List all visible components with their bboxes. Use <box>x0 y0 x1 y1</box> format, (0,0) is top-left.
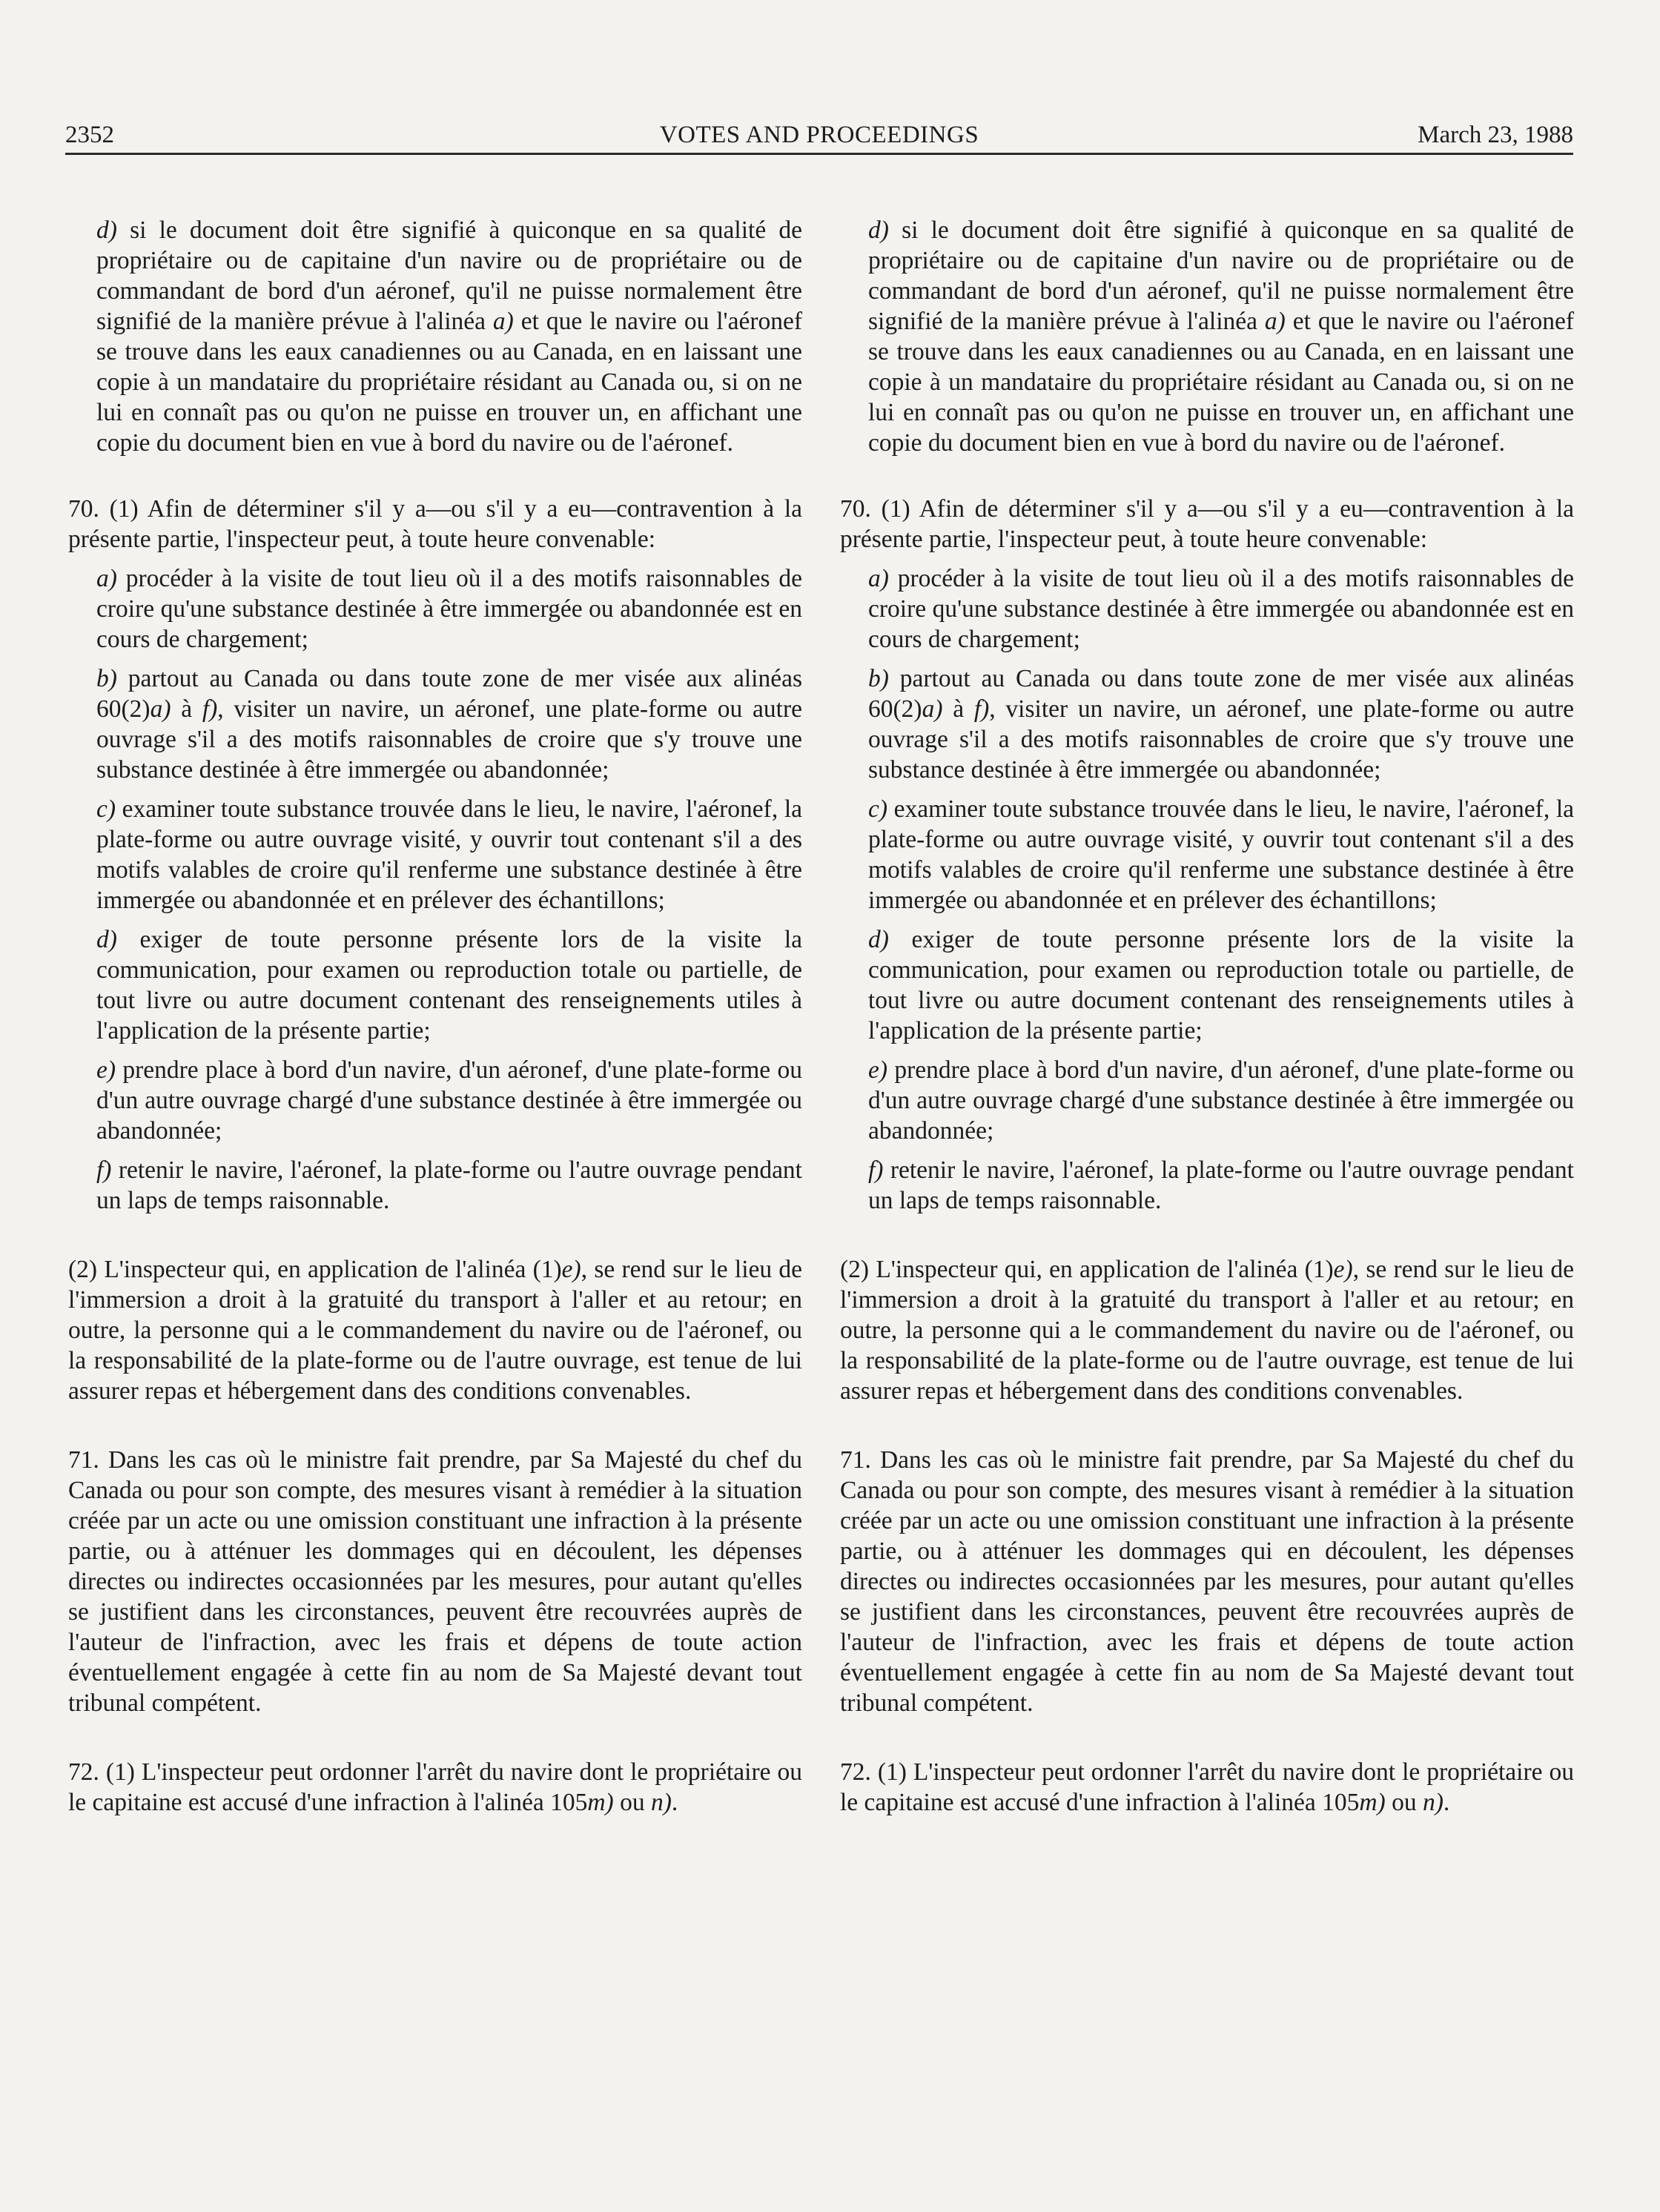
paragraph-70c: c) examiner toute substance trouvée dans le lieu, le navire, l'aéronef, la plate-forme ou autre ouvrage visité, y ouvrir tout contenant s'il a des motifs valables de croire qu'il renferme une substance destinée à être immergée ou abandonnée et en prélever des échantillons; <box>868 795 1574 914</box>
section-70-2: (2) L'inspecteur qui, en application de l'alinéa (1)e), se rend sur le lieu de l'immersion a droit à la gratuité du transport à l'aller et au retour; en outre, la personne qui a le commandement du navire ou de l'aéronef, ou la responsabilité de la plate-forme ou de l'autre ouvrage, est tenue de lui assurer repas et hébergement dans des conditions convenables. <box>840 1256 1575 1405</box>
paragraph-70c: c) examiner toute substance trouvée dans le lieu, le navire, l'aéronef, la plate-forme ou autre ouvrage visité, y ouvrir tout contenant s'il a des motifs valables de croire qu'il renferme une substance destinée à être immergée ou abandonnée et en prélever des échantillons; <box>96 795 802 914</box>
page-header <box>65 117 1573 155</box>
running-title: VOTES AND PROCEEDINGS <box>659 122 979 148</box>
paragraph-70b: b) partout au Canada ou dans toute zone de mer visée aux alinéas 60(2)a) à f), visiter un navire, un aéronef, une plate-forme ou autre ouvrage s'il a des motifs raisonnables de croire que s'y trouve une substance destinée à être immergée ou abandonnée; <box>96 665 803 784</box>
paragraph-70a: a) procéder à la visite de tout lieu où il a des motifs raisonnables de croire qu'une substance destinée à être immergée ou abandonnée est en cours de chargement; <box>868 565 1574 653</box>
section-70-intro: 70. (1) Afin de déterminer s'il y a—ou s'il y a eu—contravention à la présente partie, l'inspecteur peut, à toute heure convenable: <box>840 495 1574 553</box>
paragraph-70e: e) prendre place à bord d'un navire, d'un aéronef, d'une plate-forme ou d'un autre ouvrage chargé d'une substance destinée à être immergée ou abandonnée; <box>868 1056 1574 1145</box>
paragraph-70d: d) exiger de toute personne présente lors de la visite la communication, pour examen ou reproduction totale ou partielle, de tout livre ou autre document contenant des renseignements utiles à l'application de la présente partie; <box>96 926 802 1044</box>
section-71: 71. Dans les cas où le ministre fait prendre, par Sa Majesté du chef du Canada ou pour son compte, des mesures visant à remédier à la situation créée par un acte ou une omission constituant une infraction à la présente partie, ou à atténuer les dommages qui en découlent, les dépenses directes ou indirectes occasionnées par les mesures, pour autant qu'elles se justifient dans les circonstances, peuvent être recouvrées auprès de l'auteur de l'infraction, avec les frais et dépens de toute action éventuellement engagée à cette fin au nom de Sa Majesté devant tout tribunal compétent. <box>840 1446 1574 1717</box>
paragraph-70f: f) retenir le navire, l'aéronef, la plate-forme ou l'autre ouvrage pendant un laps de temps raisonnable. <box>868 1156 1574 1214</box>
paragraph-d: d) si le document doit être signifié à quiconque en sa qualité de propriétaire ou de capitaine d'un navire ou de propriétaire ou de commandant de bord d'un aéronef, qu'il ne puisse normalement être signifié de la manière prévue à l'alinéa a) et que le navire ou l'aéronef se trouve dans les eaux canadiennes ou au Canada, en en laissant une copie à un mandataire du propriétaire résidant au Canada ou, si on ne lui en connaît pas ou qu'on ne puisse en trouver un, en affichant une copie du document bien en vue à bord du navire ou de l'aéronef. <box>868 216 1574 457</box>
paragraph-70f: f) retenir le navire, l'aéronef, la plate-forme ou l'autre ouvrage pendant un laps de temps raisonnable. <box>96 1156 802 1214</box>
section-72: 72. (1) L'inspecteur peut ordonner l'arrêt du navire dont le propriétaire ou le capitaine est accusé d'une infraction à l'alinéa 105m) ou n). <box>840 1758 1574 1816</box>
left-column <box>68 215 802 1818</box>
section-70-2: (2) L'inspecteur qui, en application de l'alinéa (1)e), se rend sur le lieu de l'immersion a droit à la gratuité du transport à l'aller et au retour; en outre, la personne qui a le commandement du navire ou de l'aéronef, ou la responsabilité de la plate-forme ou de l'autre ouvrage, est tenue de lui assurer repas et hébergement dans des conditions convenables. <box>68 1256 803 1405</box>
paragraph-d: d) si le document doit être signifié à quiconque en sa qualité de propriétaire ou de capitaine d'un navire ou de propriétaire ou de commandant de bord d'un aéronef, qu'il ne puisse normalement être signifié de la manière prévue à l'alinéa a) et que le navire ou l'aéronef se trouve dans les eaux canadiennes ou au Canada, en en laissant une copie à un mandataire du propriétaire résidant au Canada ou, si on ne lui en connaît pas ou qu'on ne puisse en trouver un, en affichant une copie du document bien en vue à bord du navire ou de l'aéronef. <box>96 216 802 457</box>
paragraph-70e: e) prendre place à bord d'un navire, d'un aéronef, d'une plate-forme ou d'un autre ouvrage chargé d'une substance destinée à être immergée ou abandonnée; <box>96 1056 802 1145</box>
header-date: March 23, 1988 <box>1418 122 1573 148</box>
paragraph-70a: a) procéder à la visite de tout lieu où il a des motifs raisonnables de croire qu'une substance destinée à être immergée ou abandonnée est en cours de chargement; <box>96 565 802 653</box>
section-71: 71. Dans les cas où le ministre fait prendre, par Sa Majesté du chef du Canada ou pour son compte, des mesures visant à remédier à la situation créée par un acte ou une omission constituant une infraction à la présente partie, ou à atténuer les dommages qui en découlent, les dépenses directes ou indirectes occasionnées par les mesures, pour autant qu'elles se justifient dans les circonstances, peuvent être recouvrées auprès de l'auteur de l'infraction, avec les frais et dépens de toute action éventuellement engagée à cette fin au nom de Sa Majesté devant tout tribunal compétent. <box>68 1446 802 1717</box>
paragraph-70b: b) partout au Canada ou dans toute zone de mer visée aux alinéas 60(2)a) à f), visiter un navire, un aéronef, une plate-forme ou autre ouvrage s'il a des motifs raisonnables de croire que s'y trouve une substance destinée à être immergée ou abandonnée; <box>868 665 1575 784</box>
page-number: 2352 <box>65 122 114 148</box>
section-70-intro: 70. (1) Afin de déterminer s'il y a—ou s'il y a eu—contravention à la présente partie, l'inspecteur peut, à toute heure convenable: <box>68 495 802 553</box>
section-72: 72. (1) L'inspecteur peut ordonner l'arrêt du navire dont le propriétaire ou le capitaine est accusé d'une infraction à l'alinéa 105m) ou n). <box>68 1758 802 1816</box>
right-column <box>840 215 1574 1818</box>
paragraph-70d: d) exiger de toute personne présente lors de la visite la communication, pour examen ou reproduction totale ou partielle, de tout livre ou autre document contenant des renseignements utiles à l'application de la présente partie; <box>868 926 1574 1044</box>
